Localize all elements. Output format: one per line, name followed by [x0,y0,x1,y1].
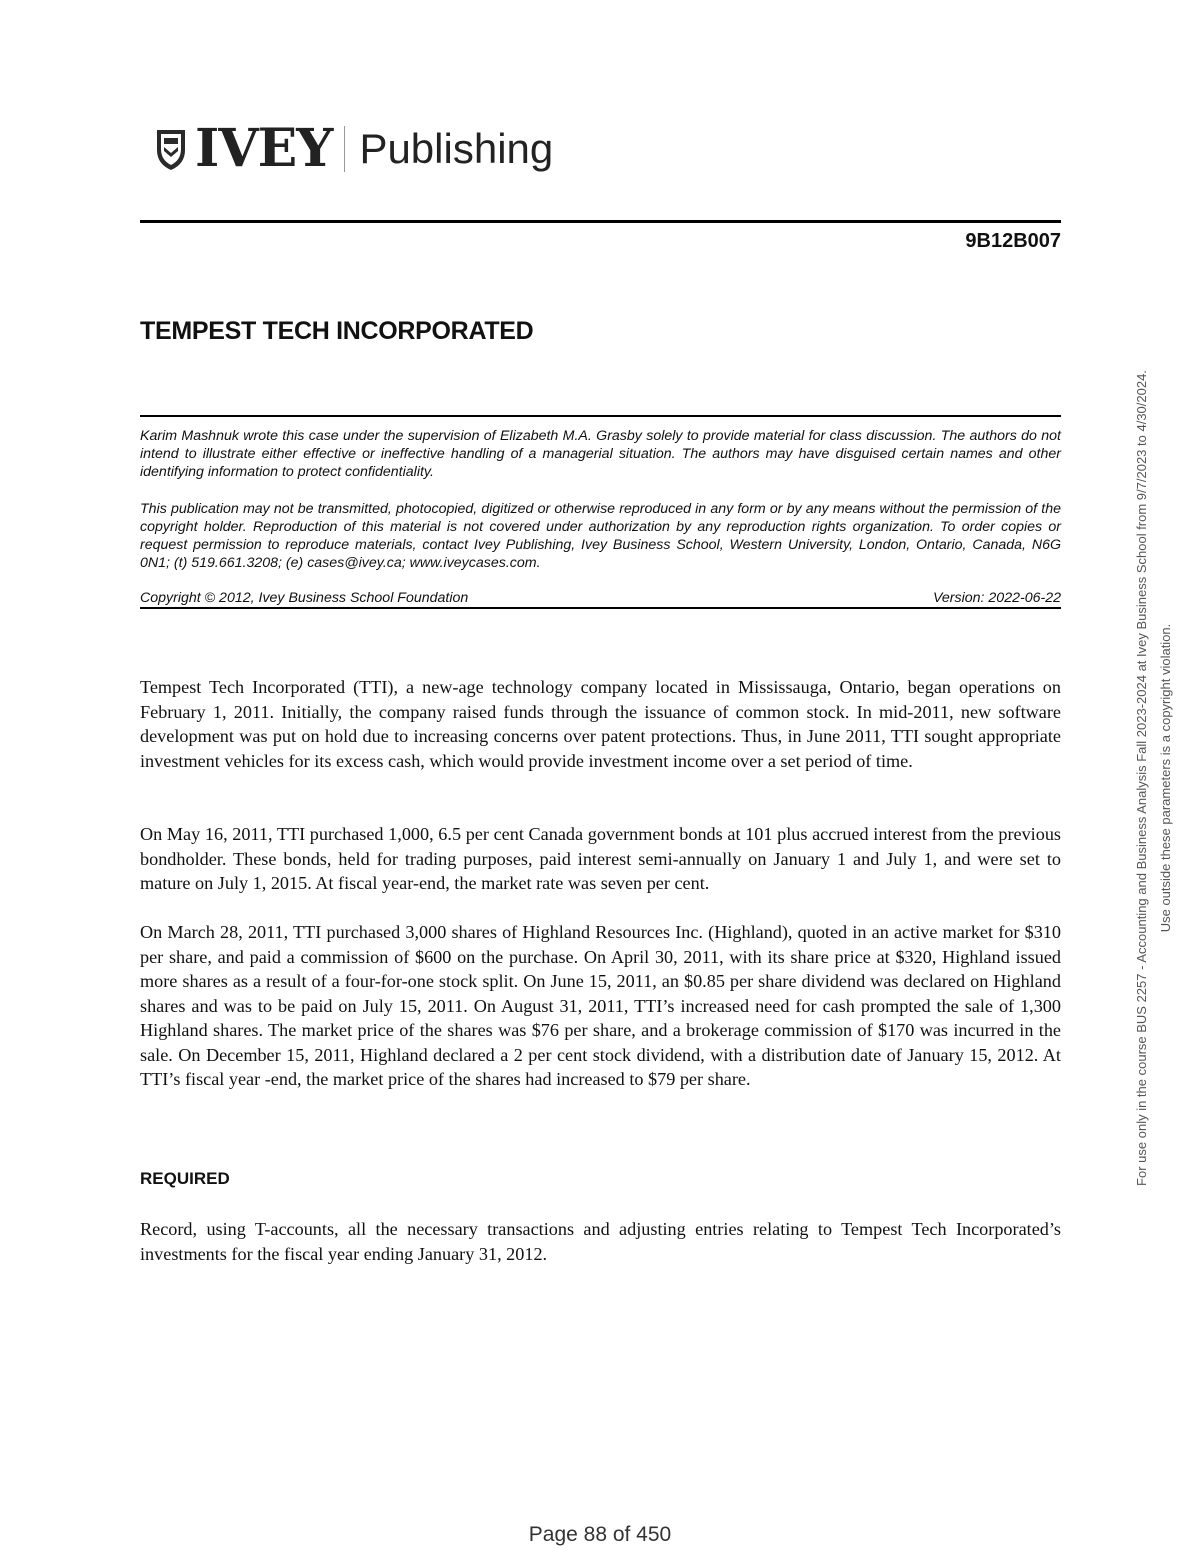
required-heading: REQUIRED [140,1169,230,1188]
usage-watermark [1130,278,1178,1278]
case-title: TEMPEST TECH INCORPORATED [140,317,534,345]
copyright-text: Copyright © 2012, Ivey Business School Foundation [140,590,469,606]
authorship-note: Karim Mashnuk wrote this case under the supervision of Elizabeth M.A. Grasby solely to provide material for class discussion. The authors do not intend to illustrate either effective or ineffective handling of a managerial situation. The authors may have disguised certain names and other identifying information to protect confidentiality. [140,428,1061,480]
watermark-line-1: For use only in the course BUS 2257 - Accounting and Business Analysis Fall 2023-2024 at Ivey Business School from 9/7/2023 to 4/30/2024. [1134,370,1149,1186]
logo-divider [344,126,345,172]
watermark-line-2: Use outside these parameters is a copyright violation. [1158,623,1173,933]
body-paragraph-bonds: On May 16, 2011, TTI purchased 1,000, 6.5 per cent Canada government bonds at 101 plus accrued interest from the previous bondholder. These bonds, held for trading purposes, paid interest semi-annually on January 1 and July 1, and were set to mature on July 1, 2015. At fiscal year-end, the market rate was seven per cent. [140,824,1061,893]
required-text: Record, using T-accounts, all the necessary transactions and adjusting entries relating to Tempest Tech Incorporated’s investments for the fiscal year ending January 31, 2012. [140,1219,1061,1264]
version-text: Version: 2022-06-22 [932,590,1061,606]
ivey-publishing-logo [155,118,553,180]
ivey-crest-icon [155,126,187,172]
page-number: Page 88 of 450 [528,1523,672,1546]
case-number: 9B12B007 [965,230,1061,252]
body-paragraph-shares: On March 28, 2011, TTI purchased 3,000 shares of Highland Resources Inc. (Highland), quoted in an active market for $310 per share, and paid a commission of $600 on the purchase. On April 30, 2011, with its share price at $320, Highland issued more shares as a result of a four-for-one stock split. On June 15, 2011, an $0.85 per share dividend was declared on Highland shares and was to be paid on July 15, 2011. On August 31, 2011, TTI’s increased need for cash prompted the sale of 1,300 Highland shares. The market price of the shares was $76 per share, and a brokerage commission of $170 was incurred in the sale. On December 15, 2011, Highland declared a 2 per cent stock dividend, with a distribution date of January 15, 2012. At TTI’s fiscal year -end, the market price of the shares had increased to $79 per share. [140,922,1061,1089]
notes-bottom-rule [140,607,1061,609]
copyright-row [140,590,1061,606]
body-paragraph-intro: Tempest Tech Incorporated (TTI), a new-age technology company located in Mississauga, Ontario, began operations on February 1, 2011. Initially, the company raised funds through the issuance of common stock. In mid-2011, new software development was put on hold due to increasing concerns over patent protections. Thus, in June 2011, TTI sought appropriate investment vehicles for its excess cash, which would provide investment income over a set period of time. [140,677,1061,771]
reproduction-note: This publication may not be transmitted, photocopied, digitized or otherwise reproduced in any form or by any means without the permission of the copyright holder. Reproduction of this material is not covered under authorization by any reproduction rights organization. To order copies or request permission to reproduce materials, contact Ivey Publishing, Ivey Business School, Western University, London, Ontario, Canada, N6G 0N1; (t) 519.661.3208; (e) cases@ivey.ca; www.iveycases.com. [140,501,1061,571]
logo-ivey-wordmark: IVEY [195,118,333,179]
logo-publishing-text: Publishing [359,125,554,172]
header-rule [140,220,1061,223]
notes-top-rule [140,415,1061,417]
